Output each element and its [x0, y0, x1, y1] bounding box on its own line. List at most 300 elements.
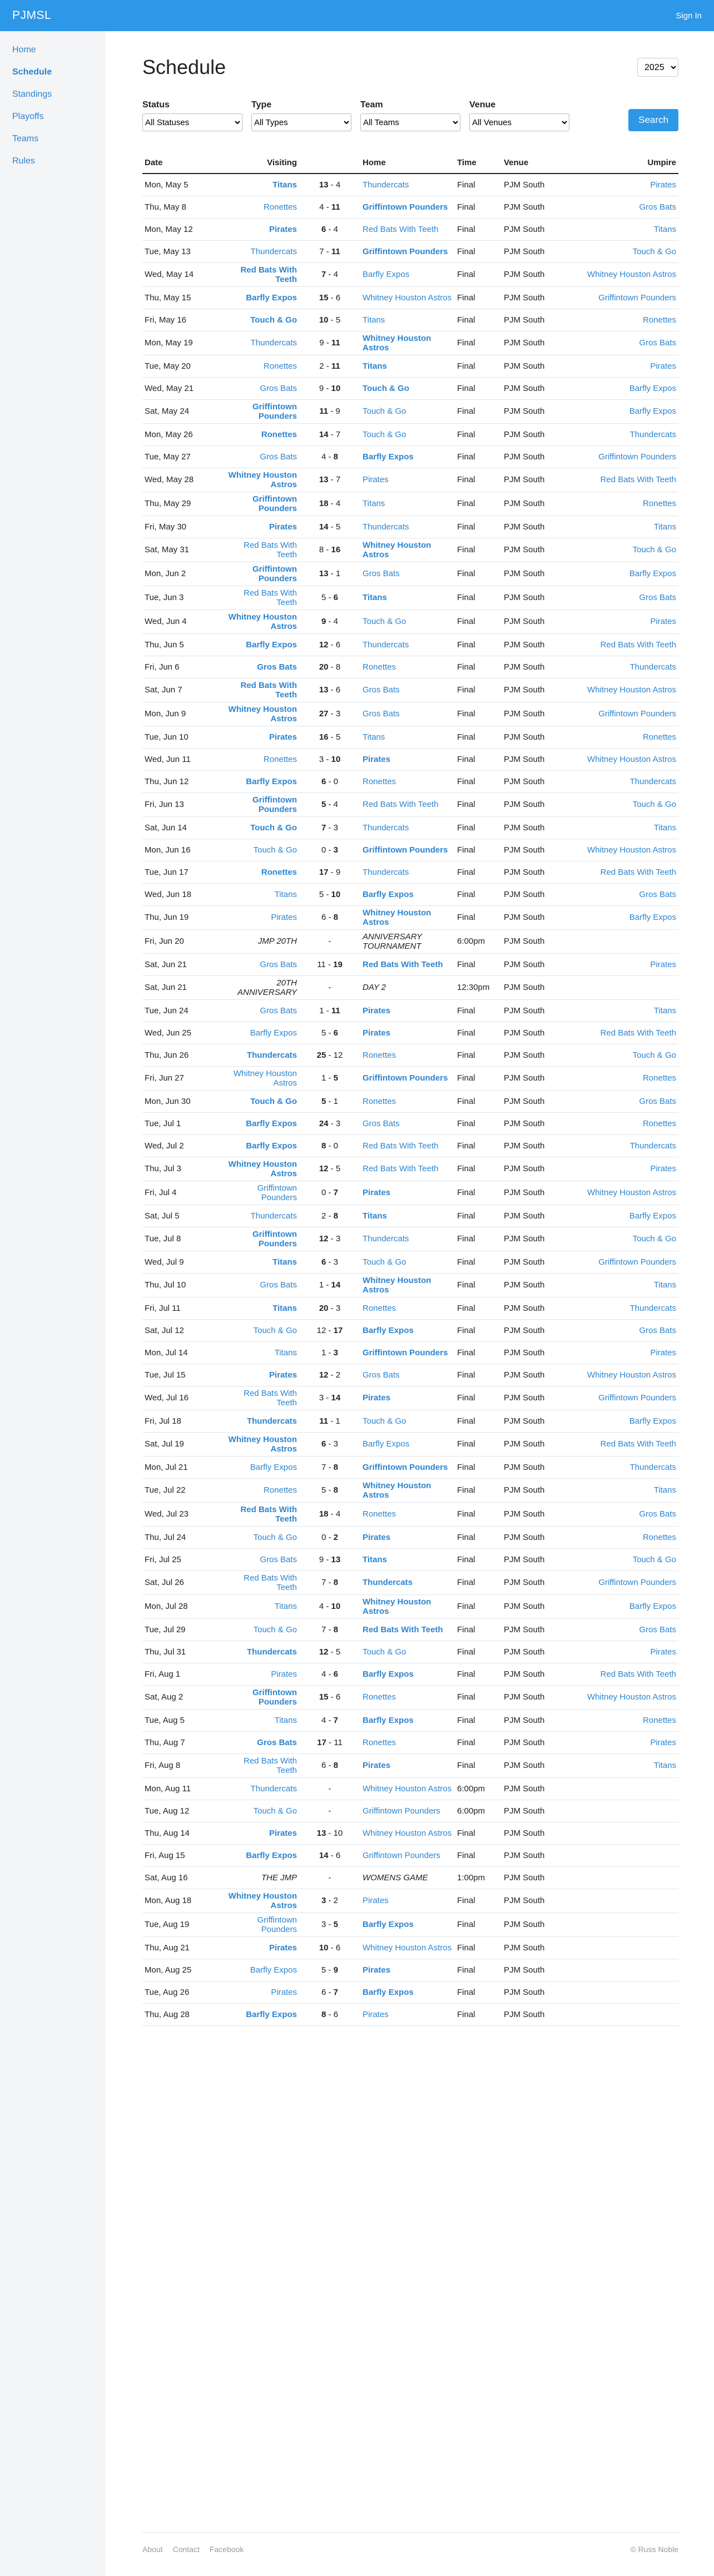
- home-team-link[interactable]: Pirates: [363, 754, 391, 764]
- home-team-link[interactable]: Whitney Houston Astros: [363, 1784, 452, 1794]
- umpire-team-link[interactable]: Griffintown Pounders: [598, 452, 676, 462]
- home-score: 8: [333, 1578, 339, 1587]
- home-team-link[interactable]: Pirates: [363, 1005, 391, 1015]
- score-cell: [299, 770, 360, 792]
- visiting-team-link[interactable]: Touch & Go: [250, 1096, 297, 1106]
- home-team-link[interactable]: Pirates: [363, 1188, 391, 1197]
- table-row: [142, 1181, 678, 1205]
- umpire-team-link[interactable]: Thundercats: [629, 1141, 676, 1151]
- home-cell: [360, 423, 455, 445]
- visiting-score: 14: [319, 1850, 329, 1860]
- home-team-link[interactable]: Gros Bats: [363, 685, 400, 695]
- umpire-team-link[interactable]: Pirates: [650, 1164, 676, 1173]
- umpire-team-link[interactable]: Pirates: [650, 1348, 676, 1358]
- home-team-link[interactable]: Pirates: [363, 2009, 389, 2019]
- umpire-cell: [571, 1663, 678, 1685]
- umpire-team-link[interactable]: Barfly Expos: [629, 407, 676, 416]
- home-team-link[interactable]: Whitney Houston Astros: [363, 1480, 432, 1500]
- home-team-link[interactable]: Titans: [363, 732, 385, 742]
- visiting-team-link[interactable]: Barfly Expos: [246, 776, 297, 786]
- footer-link-about[interactable]: About: [142, 2545, 163, 2554]
- home-team-link[interactable]: Titans: [363, 499, 385, 508]
- home-score: 9: [335, 867, 341, 877]
- visiting-team-link[interactable]: Barfly Expos: [250, 1965, 297, 1975]
- column-header-home[interactable]: Home: [360, 152, 455, 174]
- sidebar-item-playoffs[interactable]: Playoffs: [12, 112, 44, 121]
- umpire-team-link[interactable]: Thundercats: [629, 776, 676, 786]
- visiting-team-link[interactable]: Gros Bats: [260, 1554, 297, 1564]
- umpire-team-link[interactable]: Red Bats With Teeth: [600, 1439, 676, 1449]
- visiting-team-link[interactable]: Red Bats With Teeth: [244, 1756, 297, 1775]
- visiting-team-link[interactable]: Touch & Go: [250, 315, 297, 325]
- visiting-team-link[interactable]: Griffintown Pounders: [252, 1229, 297, 1249]
- visiting-cell: [226, 1866, 299, 1889]
- visiting-team-link[interactable]: Thundercats: [250, 246, 297, 256]
- visiting-team-link[interactable]: Griffintown Pounders: [252, 494, 297, 513]
- visiting-cell: [226, 1889, 299, 1913]
- umpire-team-link[interactable]: Pirates: [650, 617, 676, 626]
- visiting-team-link[interactable]: Titans: [274, 1715, 297, 1725]
- visiting-team-link[interactable]: Whitney Houston Astros: [228, 470, 297, 489]
- home-team-link[interactable]: Touch & Go: [363, 617, 406, 626]
- umpire-team-link[interactable]: Whitney Houston Astros: [587, 845, 676, 855]
- home-cell: [360, 1297, 455, 1319]
- umpire-team-link[interactable]: Touch & Go: [632, 1234, 676, 1244]
- visiting-team-link[interactable]: Griffintown Pounders: [252, 1687, 297, 1707]
- visiting-team-link[interactable]: Gros Bats: [257, 1737, 297, 1747]
- visiting-team-link[interactable]: Red Bats With Teeth: [240, 1504, 297, 1524]
- home-team-link[interactable]: Barfly Expos: [363, 1669, 414, 1679]
- umpire-team-link[interactable]: Pirates: [650, 1647, 676, 1657]
- umpire-team-link[interactable]: Gros Bats: [639, 1096, 676, 1106]
- sidebar-item-schedule[interactable]: Schedule: [12, 67, 52, 77]
- umpire-team-link[interactable]: Thundercats: [629, 429, 676, 439]
- visiting-score: 4: [319, 202, 324, 212]
- game-venue: PJM South: [502, 1866, 571, 1889]
- umpire-team-link[interactable]: Touch & Go: [632, 1554, 676, 1564]
- umpire-team-link[interactable]: Thundercats: [629, 1462, 676, 1472]
- visiting-cell: [226, 1478, 299, 1502]
- umpire-team-link[interactable]: Ronettes: [642, 732, 676, 742]
- umpire-team-link[interactable]: Gros Bats: [639, 338, 676, 348]
- brand-logo[interactable]: PJMSL: [12, 9, 52, 22]
- umpire-team-link[interactable]: Ronettes: [642, 1715, 676, 1725]
- visiting-team-link[interactable]: Pirates: [271, 1669, 297, 1679]
- umpire-team-link[interactable]: Gros Bats: [639, 593, 676, 602]
- home-team-link[interactable]: Pirates: [363, 1393, 391, 1403]
- umpire-team-link[interactable]: Gros Bats: [639, 1624, 676, 1634]
- home-team-link[interactable]: Griffintown Pounders: [363, 1348, 448, 1358]
- home-team-link[interactable]: Gros Bats: [363, 709, 400, 719]
- home-team-link[interactable]: Ronettes: [363, 1303, 396, 1313]
- visiting-team-link[interactable]: Thundercats: [250, 1784, 297, 1794]
- home-team-link[interactable]: Pirates: [363, 1028, 391, 1038]
- umpire-team-link[interactable]: Gros Bats: [639, 1509, 676, 1519]
- column-header-time[interactable]: Time: [455, 152, 502, 174]
- umpire-team-link[interactable]: Red Bats With Teeth: [600, 1028, 676, 1038]
- visiting-team-link[interactable]: Griffintown Pounders: [257, 1915, 297, 1934]
- visiting-score: 18: [319, 499, 329, 508]
- umpire-team-link[interactable]: Griffintown Pounders: [598, 293, 676, 303]
- visiting-team-link[interactable]: Touch & Go: [250, 823, 297, 833]
- umpire-team-link[interactable]: Red Bats With Teeth: [600, 1669, 676, 1679]
- visiting-team-link[interactable]: Titans: [274, 889, 297, 899]
- umpire-team-link[interactable]: Ronettes: [642, 315, 676, 325]
- home-team-link[interactable]: Whitney Houston Astros: [363, 1943, 452, 1953]
- home-team-link[interactable]: Ronettes: [363, 1096, 396, 1106]
- umpire-team-link[interactable]: Touch & Go: [632, 545, 676, 554]
- umpire-cell: [571, 1135, 678, 1157]
- home-team-link[interactable]: Barfly Expos: [363, 1439, 410, 1449]
- visiting-team-link[interactable]: Touch & Go: [253, 845, 297, 855]
- home-team-link[interactable]: Whitney Houston Astros: [363, 1828, 452, 1838]
- visiting-team-link[interactable]: Titans: [272, 1257, 297, 1267]
- visiting-score: 1: [321, 1348, 326, 1358]
- visiting-team-link[interactable]: Titans: [272, 1303, 297, 1313]
- home-team-link[interactable]: Touch & Go: [363, 383, 409, 393]
- home-team-link[interactable]: Griffintown Pounders: [363, 202, 448, 212]
- umpire-team-link[interactable]: Ronettes: [642, 499, 676, 508]
- visiting-score: 12: [319, 1234, 329, 1244]
- visiting-team-link: JMP 20TH: [257, 937, 297, 946]
- home-team-link[interactable]: Titans: [363, 1211, 387, 1221]
- home-team-link[interactable]: Whitney Houston Astros: [363, 908, 432, 927]
- sign-in-link[interactable]: Sign In: [676, 11, 702, 21]
- home-cell: [360, 1205, 455, 1227]
- visiting-team-link[interactable]: Ronettes: [263, 754, 297, 764]
- home-team-link[interactable]: Red Bats With Teeth: [363, 800, 439, 809]
- home-team-link[interactable]: Titans: [363, 315, 385, 325]
- umpire-team-link[interactable]: Titans: [653, 823, 676, 833]
- visiting-team-link[interactable]: Griffintown Pounders: [257, 1183, 297, 1202]
- umpire-team-link[interactable]: Whitney Houston Astros: [587, 685, 676, 695]
- visiting-team-link[interactable]: Pirates: [269, 1370, 297, 1380]
- visiting-team-link[interactable]: Whitney Houston Astros: [228, 704, 297, 724]
- visiting-team-link[interactable]: Gros Bats: [260, 1280, 297, 1290]
- umpire-team-link[interactable]: Griffintown Pounders: [598, 1578, 676, 1587]
- umpire-team-link[interactable]: Titans: [653, 1485, 676, 1495]
- home-team-link[interactable]: Barfly Expos: [363, 1920, 414, 1929]
- umpire-team-link[interactable]: Thundercats: [629, 662, 676, 672]
- umpire-team-link[interactable]: Titans: [653, 1005, 676, 1015]
- footer-link-facebook[interactable]: Facebook: [209, 2545, 244, 2554]
- game-date: Tue, May 27: [142, 445, 226, 468]
- home-team-link[interactable]: Barfly Expos: [363, 1325, 414, 1335]
- visiting-team-link[interactable]: Thundercats: [246, 1647, 297, 1657]
- umpire-team-link[interactable]: Pirates: [650, 361, 676, 371]
- visiting-team-link[interactable]: Barfly Expos: [246, 1118, 297, 1128]
- visiting-team-link[interactable]: Griffintown Pounders: [252, 564, 297, 583]
- score-separator: -: [324, 754, 331, 764]
- home-team-link[interactable]: Ronettes: [363, 1692, 396, 1702]
- umpire-team-link[interactable]: Barfly Expos: [629, 913, 676, 922]
- umpire-team-link[interactable]: Touch & Go: [632, 246, 676, 256]
- visiting-team-link[interactable]: Griffintown Pounders: [252, 795, 297, 814]
- game-venue: PJM South: [502, 656, 571, 678]
- umpire-team-link[interactable]: Ronettes: [642, 1118, 676, 1128]
- home-team-link[interactable]: Whitney Houston Astros: [363, 293, 452, 303]
- home-team-link[interactable]: Barfly Expos: [363, 1715, 414, 1725]
- column-header-venue[interactable]: Venue: [502, 152, 571, 174]
- status-filter[interactable]: [142, 113, 242, 131]
- umpire-team-link[interactable]: Griffintown Pounders: [598, 1393, 676, 1403]
- umpire-team-link[interactable]: Whitney Houston Astros: [587, 270, 676, 279]
- umpire-team-link[interactable]: Whitney Houston Astros: [587, 1188, 676, 1197]
- game-time: Final: [455, 770, 502, 792]
- visiting-team-link[interactable]: Red Bats With Teeth: [244, 1388, 297, 1408]
- home-cell: [360, 678, 455, 702]
- score-separator: -: [326, 1073, 334, 1083]
- visiting-cell: [226, 953, 299, 975]
- umpire-team-link[interactable]: Barfly Expos: [629, 383, 676, 393]
- visiting-team-link[interactable]: Pirates: [269, 224, 297, 234]
- visiting-team-link[interactable]: Touch & Go: [253, 1532, 297, 1542]
- umpire-team-link[interactable]: Gros Bats: [639, 202, 676, 212]
- umpire-team-link[interactable]: Griffintown Pounders: [598, 709, 676, 719]
- home-team-link[interactable]: Barfly Expos: [363, 889, 414, 899]
- visiting-team-link[interactable]: Whitney Houston Astros: [233, 1068, 297, 1088]
- home-team-link[interactable]: Thundercats: [363, 640, 409, 650]
- umpire-team-link[interactable]: Ronettes: [642, 1532, 676, 1542]
- home-team-link[interactable]: Gros Bats: [363, 569, 400, 578]
- visiting-team-link[interactable]: Thundercats: [246, 1416, 297, 1426]
- home-team-link[interactable]: Ronettes: [363, 1737, 396, 1747]
- visiting-team-link[interactable]: Pirates: [269, 1828, 297, 1838]
- home-team-link[interactable]: Titans: [363, 361, 387, 371]
- footer: [142, 2532, 678, 2554]
- visiting-team-link[interactable]: Whitney Houston Astros: [228, 612, 297, 631]
- umpire-team-link[interactable]: Barfly Expos: [629, 1211, 676, 1221]
- visiting-team-link[interactable]: Whitney Houston Astros: [228, 1159, 297, 1178]
- visiting-team-link[interactable]: Thundercats: [250, 338, 297, 348]
- visiting-team-link[interactable]: Gros Bats: [257, 662, 297, 672]
- umpire-team-link[interactable]: Touch & Go: [632, 1050, 676, 1060]
- visiting-team-link[interactable]: Ronettes: [263, 1485, 297, 1495]
- visiting-team-link[interactable]: Pirates: [271, 913, 297, 922]
- home-cell: [360, 770, 455, 792]
- home-team-link[interactable]: Whitney Houston Astros: [363, 1597, 432, 1616]
- umpire-team-link[interactable]: Gros Bats: [639, 889, 676, 899]
- home-team-link[interactable]: Gros Bats: [363, 1370, 400, 1380]
- home-team-link[interactable]: Ronettes: [363, 1509, 396, 1519]
- table-row: [142, 1800, 678, 1822]
- umpire-team-link[interactable]: Barfly Expos: [629, 569, 676, 578]
- home-team-link[interactable]: Pirates: [363, 475, 389, 484]
- home-team-link[interactable]: Touch & Go: [363, 1647, 406, 1657]
- visiting-team-link[interactable]: Gros Bats: [260, 1005, 297, 1015]
- home-team-link[interactable]: Thundercats: [363, 1234, 409, 1244]
- home-team-link[interactable]: Thundercats: [363, 180, 409, 190]
- home-team-link[interactable]: Red Bats With Teeth: [363, 1164, 439, 1173]
- home-team-link[interactable]: Whitney Houston Astros: [363, 1275, 432, 1295]
- umpire-team-link[interactable]: Barfly Expos: [629, 1416, 676, 1426]
- home-team-link[interactable]: Thundercats: [363, 1578, 413, 1587]
- sidebar-item-home[interactable]: Home: [12, 45, 36, 55]
- home-team-link[interactable]: Gros Bats: [363, 1118, 400, 1128]
- home-team-link[interactable]: Griffintown Pounders: [363, 246, 448, 256]
- venue-filter[interactable]: [469, 113, 569, 131]
- game-date: Sat, Aug 2: [142, 1685, 226, 1709]
- home-cell: [360, 905, 455, 929]
- game-time: 6:00pm: [455, 929, 502, 953]
- game-time: Final: [455, 331, 502, 355]
- umpire-team-link[interactable]: Titans: [653, 1761, 676, 1770]
- umpire-team-link[interactable]: Touch & Go: [632, 800, 676, 809]
- visiting-team-link[interactable]: Titans: [274, 1602, 297, 1611]
- search-button[interactable]: Search: [628, 109, 678, 131]
- visiting-team-link[interactable]: Red Bats With Teeth: [240, 680, 297, 700]
- home-team-link[interactable]: Barfly Expos: [363, 452, 414, 462]
- visiting-cell: [226, 610, 299, 633]
- home-team-link[interactable]: Red Bats With Teeth: [363, 959, 443, 969]
- home-team-link[interactable]: Red Bats With Teeth: [363, 1624, 443, 1634]
- visiting-team-link[interactable]: Red Bats With Teeth: [244, 1573, 297, 1592]
- home-team-link[interactable]: Touch & Go: [363, 407, 406, 416]
- umpire-team-link[interactable]: Pirates: [650, 180, 676, 190]
- game-time: Final: [455, 1181, 502, 1205]
- visiting-score: 13: [319, 569, 329, 578]
- umpire-team-link[interactable]: Red Bats With Teeth: [600, 867, 676, 877]
- visiting-team-link[interactable]: Titans: [272, 180, 297, 190]
- visiting-team-link[interactable]: Whitney Houston Astros: [228, 1434, 297, 1454]
- score-cell: [299, 1181, 360, 1205]
- umpire-team-link[interactable]: Titans: [653, 1280, 676, 1290]
- column-header-date[interactable]: Date: [142, 152, 226, 174]
- visiting-team-link[interactable]: Ronettes: [263, 361, 297, 371]
- home-team-link[interactable]: Griffintown Pounders: [363, 1073, 448, 1083]
- visiting-team-link[interactable]: Red Bats With Teeth: [240, 265, 297, 284]
- column-header-umpire[interactable]: Umpire: [571, 152, 678, 174]
- game-venue: PJM South: [502, 1432, 571, 1456]
- team-filter[interactable]: [360, 113, 460, 131]
- umpire-team-link[interactable]: Red Bats With Teeth: [600, 475, 676, 484]
- home-team-link[interactable]: Thundercats: [363, 823, 409, 833]
- visiting-team-link[interactable]: Thundercats: [250, 1211, 297, 1221]
- home-team-link[interactable]: Ronettes: [363, 1050, 396, 1060]
- umpire-team-link[interactable]: Ronettes: [642, 1073, 676, 1083]
- game-time: Final: [455, 883, 502, 905]
- visiting-team-link[interactable]: Touch & Go: [253, 1325, 297, 1335]
- umpire-team-link[interactable]: Titans: [653, 224, 676, 234]
- visiting-team-link[interactable]: Gros Bats: [260, 383, 297, 393]
- umpire-team-link[interactable]: Barfly Expos: [629, 1602, 676, 1611]
- type-filter[interactable]: [251, 113, 351, 131]
- home-team-link: DAY 2: [363, 983, 386, 992]
- home-team-link[interactable]: Touch & Go: [363, 1257, 406, 1267]
- home-team-link[interactable]: Titans: [363, 1554, 387, 1564]
- home-team-link[interactable]: Touch & Go: [363, 429, 406, 439]
- visiting-cell: [226, 218, 299, 240]
- visiting-team-link[interactable]: Titans: [274, 1348, 297, 1358]
- game-time: Final: [455, 953, 502, 975]
- visiting-team-link[interactable]: Gros Bats: [260, 452, 297, 462]
- footer-link-contact[interactable]: Contact: [172, 2545, 200, 2554]
- umpire-team-link[interactable]: Whitney Houston Astros: [587, 1692, 676, 1702]
- score-cell: [299, 1319, 360, 1341]
- visiting-team-link[interactable]: Ronettes: [261, 867, 297, 877]
- home-team-link[interactable]: Griffintown Pounders: [363, 1850, 440, 1860]
- year-select[interactable]: [637, 58, 678, 77]
- visiting-team-link[interactable]: Touch & Go: [253, 1806, 297, 1816]
- home-team-link[interactable]: Barfly Expos: [363, 1987, 414, 1997]
- home-team-link[interactable]: Griffintown Pounders: [363, 1462, 448, 1472]
- visiting-team-link[interactable]: Barfly Expos: [250, 1462, 297, 1472]
- visiting-team-link[interactable]: Ronettes: [261, 429, 297, 439]
- visiting-team-link[interactable]: Pirates: [269, 522, 297, 532]
- home-cell: [360, 331, 455, 355]
- visiting-team-link[interactable]: Pirates: [269, 1943, 297, 1953]
- table-row: [142, 218, 678, 240]
- home-team-link[interactable]: Red Bats With Teeth: [363, 224, 439, 234]
- visiting-team-link[interactable]: Barfly Expos: [246, 1850, 297, 1860]
- score-cell: [299, 1205, 360, 1227]
- visiting-team-link[interactable]: Touch & Go: [253, 1624, 297, 1634]
- umpire-team-link[interactable]: Pirates: [650, 1737, 676, 1747]
- visiting-team-link[interactable]: Barfly Expos: [246, 1141, 297, 1151]
- home-team-link[interactable]: Ronettes: [363, 662, 396, 672]
- visiting-score: 10: [319, 1943, 329, 1953]
- visiting-team-link[interactable]: Barfly Expos: [250, 1028, 297, 1038]
- home-team-link[interactable]: Pirates: [363, 1532, 391, 1542]
- visiting-team-link[interactable]: Griffintown Pounders: [252, 402, 297, 421]
- visiting-team-link[interactable]: Red Bats With Teeth: [244, 540, 297, 559]
- visiting-team-link[interactable]: Gros Bats: [260, 959, 297, 969]
- home-team-link[interactable]: Pirates: [363, 1965, 391, 1975]
- visiting-team-link[interactable]: Whitney Houston Astros: [228, 1891, 297, 1910]
- column-header-visiting[interactable]: Visiting: [226, 152, 299, 174]
- umpire-team-link[interactable]: Gros Bats: [639, 1325, 676, 1335]
- umpire-team-link[interactable]: Red Bats With Teeth: [600, 640, 676, 650]
- umpire-cell: [571, 1709, 678, 1731]
- sidebar-item-standings[interactable]: Standings: [12, 90, 52, 99]
- visiting-team-link[interactable]: Thundercats: [246, 1050, 297, 1060]
- home-team-link[interactable]: Red Bats With Teeth: [363, 1141, 439, 1151]
- umpire-team-link[interactable]: Griffintown Pounders: [598, 1257, 676, 1267]
- home-team-link[interactable]: Thundercats: [363, 522, 409, 532]
- home-team-link[interactable]: Titans: [363, 593, 387, 602]
- umpire-team-link[interactable]: Titans: [653, 522, 676, 532]
- visiting-team-link[interactable]: Barfly Expos: [246, 640, 297, 650]
- umpire-team-link[interactable]: Whitney Houston Astros: [587, 1370, 676, 1380]
- home-team-link[interactable]: Ronettes: [363, 776, 396, 786]
- home-team-link[interactable]: Whitney Houston Astros: [363, 333, 432, 353]
- sidebar-item-rules[interactable]: Rules: [12, 156, 35, 166]
- home-score: 8: [333, 1485, 339, 1495]
- umpire-team-link[interactable]: Pirates: [650, 959, 676, 969]
- home-team-link[interactable]: Griffintown Pounders: [363, 1806, 440, 1816]
- visiting-team-link[interactable]: Ronettes: [263, 202, 297, 212]
- home-team-link[interactable]: Touch & Go: [363, 1416, 406, 1426]
- home-team-link[interactable]: Griffintown Pounders: [363, 845, 448, 855]
- home-team-link[interactable]: Pirates: [363, 1896, 389, 1905]
- visiting-team-link[interactable]: Red Bats With Teeth: [244, 588, 297, 607]
- home-team-link[interactable]: Barfly Expos: [363, 270, 410, 279]
- visiting-cell: [226, 1936, 299, 1959]
- umpire-team-link[interactable]: Thundercats: [629, 1303, 676, 1313]
- home-team-link[interactable]: Thundercats: [363, 867, 409, 877]
- visiting-team-link[interactable]: Barfly Expos: [246, 2009, 297, 2019]
- umpire-team-link[interactable]: Whitney Houston Astros: [587, 754, 676, 764]
- visiting-team-link[interactable]: Pirates: [271, 1987, 297, 1997]
- score-separator: -: [326, 617, 334, 626]
- visiting-team-link[interactable]: Barfly Expos: [246, 293, 297, 303]
- sidebar-item-teams[interactable]: Teams: [12, 134, 39, 143]
- home-team-link[interactable]: Pirates: [363, 1761, 391, 1770]
- game-venue: PJM South: [502, 1319, 571, 1341]
- score-separator: -: [328, 475, 336, 484]
- visiting-team-link[interactable]: Pirates: [269, 732, 297, 742]
- home-team-link[interactable]: Whitney Houston Astros: [363, 540, 432, 559]
